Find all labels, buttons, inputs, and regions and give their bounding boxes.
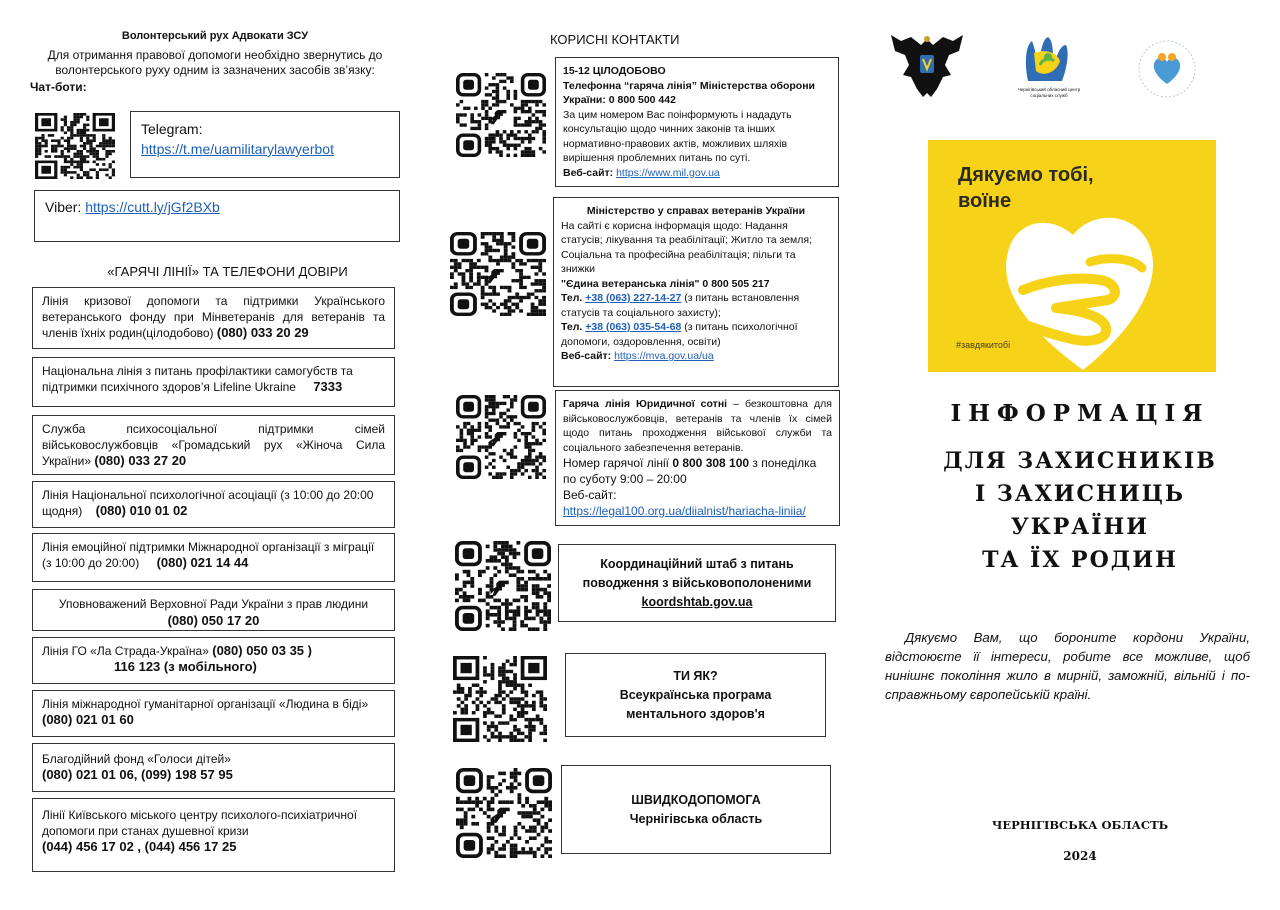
hotline-text: Уповноважений Верховної Ради України з прав людини bbox=[58, 597, 369, 611]
hotline-text: Лінія Національної психологічної асоціації (з 10:00 до 20:00 щодня) bbox=[42, 488, 374, 518]
useful-contacts-heading: КОРИСНІ КОНТАКТИ bbox=[550, 32, 680, 47]
subtitle-line: УКРАЇНИ bbox=[1010, 514, 1150, 540]
banner-title: Дякуємо тобі, воїне bbox=[958, 164, 1094, 212]
koord-line2: поводження з військовополоненими bbox=[582, 575, 812, 590]
hotline-number[interactable]: (080) 050 17 20 bbox=[167, 613, 260, 628]
mod-line1: 15-12 ЦІЛОДОБОВО bbox=[563, 65, 666, 77]
telegram-link[interactable]: https://t.me/uamilitarylawyerbot bbox=[141, 141, 334, 157]
mod-line2: Телефонна “гаряча лінія” Міністерства оборони України: 0 800 500 442 bbox=[563, 79, 816, 106]
hotline-number[interactable]: (080) 021 01 06, (099) 198 57 95 bbox=[42, 767, 233, 782]
hotline-number[interactable]: (080) 021 01 60 bbox=[42, 712, 134, 727]
telegram-qr-code[interactable] bbox=[35, 113, 115, 179]
mod-site-link[interactable]: https://www.mil.gov.ua bbox=[616, 166, 720, 179]
viber-box bbox=[34, 190, 400, 242]
legal-hundred-box bbox=[555, 390, 840, 526]
hotline-number[interactable]: (044) 456 17 02 , (044) 456 17 25 bbox=[42, 839, 237, 854]
hotline-number[interactable]: 7333 bbox=[313, 379, 343, 394]
hotline-item bbox=[32, 690, 395, 737]
hotline-item bbox=[32, 589, 395, 631]
tiyak-line1: ТИ ЯК? bbox=[673, 668, 718, 683]
region-label: ЧЕРНІГІВСЬКА ОБЛАСТЬ bbox=[991, 818, 1169, 832]
viber-link[interactable]: https://cutt.ly/jGf2BXb bbox=[85, 199, 220, 215]
telegram-label: Telegram: bbox=[141, 121, 203, 137]
viber-label: Viber: bbox=[45, 199, 86, 215]
veterans-title: Міністерство у справах ветеранів України bbox=[586, 205, 806, 217]
hotline-number[interactable]: (080) 010 01 02 bbox=[95, 503, 188, 518]
koord-line1: Координаційний штаб з питань bbox=[600, 556, 794, 571]
hotline-text: Лінія емоційної підтримки Міжнародної організації з міграції (з 10:00 до 20:00) bbox=[42, 540, 375, 570]
hotline-number[interactable]: (080) 050 03 35 ) bbox=[212, 643, 312, 658]
emergency-box bbox=[561, 765, 831, 854]
info-title: ІНФОРМАЦІЯ bbox=[950, 400, 1210, 427]
family-support-logo bbox=[1133, 38, 1201, 100]
veterans-body: На сайті є корисна інформація щодо: Надання статусів; лікування та реабілітації; Житло та земля; Соціальна та професійна реабілітація; пільги та знижки bbox=[561, 219, 813, 275]
hotline-text: Лінія міжнародної гуманітарної організації «Людина в біді» bbox=[42, 697, 369, 711]
defenders-subtitle bbox=[880, 445, 1280, 577]
hotline-text: Лінії Київського міського центру психолого-психіатричної допомоги при станах душевної кризи bbox=[42, 808, 358, 838]
hotline-item bbox=[32, 637, 395, 684]
hotline-item bbox=[32, 357, 395, 407]
emergency-line1: ШВИДКОДОПОМОГА bbox=[631, 792, 761, 807]
mod-body: За цим номером Вас поінформують і нададуть консультацію щодо чинних законів та інших нормативно-правових актів, можливих шляхів вирішення проблемних питань по суті. bbox=[563, 108, 792, 164]
legal-site-label: Веб-сайт: bbox=[563, 488, 617, 502]
tiyak-line3: ментального здоров'я bbox=[626, 706, 765, 721]
legal-hotline-text: Номер гарячої лінії bbox=[563, 456, 673, 470]
emergency-qr-code[interactable] bbox=[456, 768, 552, 858]
banner-hashtag: #завдякитобі bbox=[956, 340, 1011, 350]
tiyak-box bbox=[565, 653, 826, 737]
veterans-tel1-note: (з питань встановлення статусів та соціального захисту); bbox=[561, 292, 800, 319]
hotline-number[interactable]: (080) 033 20 29 bbox=[216, 325, 309, 340]
chernihiv-coat-of-arms-logo bbox=[887, 31, 967, 103]
hotline-item bbox=[32, 481, 395, 528]
koord-site-link[interactable]: koordshtab.gov.ua bbox=[641, 594, 753, 609]
legal-title: Гаряча лінія Юридичної сотні bbox=[563, 398, 728, 410]
veterans-qr-code[interactable] bbox=[450, 232, 546, 316]
telegram-box bbox=[130, 111, 400, 178]
social-services-caption: Чернігівський обласний центр соціальних служб bbox=[1017, 87, 1081, 98]
koordshtab-box bbox=[558, 544, 836, 622]
legal-hotline-number[interactable]: 0 800 308 100 bbox=[672, 456, 750, 470]
volunteer-title: Волонтерський рух Адвокати ЗСУ bbox=[121, 30, 309, 42]
hotlines-heading: «ГАРЯЧІ ЛІНІЇ» ТА ТЕЛЕФОНИ ДОВІРИ bbox=[107, 264, 348, 279]
social-services-center-logo bbox=[1010, 31, 1088, 105]
veterans-tel1-link[interactable]: +38 (063) 227-14-27 bbox=[585, 292, 682, 304]
thank-you-banner bbox=[928, 140, 1216, 372]
hotline-text: Служба психосоціальної підтримки сімей військовослужбовців «Громадський рух «Жіноча Сила України» bbox=[42, 422, 385, 468]
hotline-text: Національна лінія з питань профілактики самогубств та підтримки психічного здоров’я Lifeline Ukraine bbox=[42, 364, 353, 394]
tiyak-qr-code[interactable] bbox=[453, 656, 547, 742]
veterans-site-label: Веб-сайт: bbox=[561, 350, 615, 362]
hotline-number[interactable]: (080) 021 14 44 bbox=[156, 555, 249, 570]
legal-qr-code[interactable] bbox=[456, 395, 546, 479]
chatbots-label: Чат-боти: bbox=[30, 80, 87, 94]
legal-site-link[interactable]: https://legal100.org.ua/diialnist/hariacha-liniia/ bbox=[563, 504, 806, 518]
hotline-text: Лінія ГО «Ла Страда-Україна» bbox=[42, 644, 213, 658]
hotline-text: Благодійний фонд «Голоси дітей» bbox=[42, 752, 231, 766]
subtitle-line: ДЛЯ ЗАХИСНИКІВ bbox=[943, 448, 1217, 474]
veterans-hotline: "Єдина ветеранська лінія" 0 800 505 217 bbox=[561, 277, 770, 290]
veterans-tel2-label: Тел. bbox=[561, 321, 586, 333]
hotline-item bbox=[32, 287, 395, 349]
mod-hotline-box bbox=[555, 57, 839, 187]
veterans-site-link[interactable]: https://mva.gov.ua/ua bbox=[614, 350, 714, 362]
mod-qr-code[interactable] bbox=[456, 73, 546, 157]
hotline-number-mobile[interactable]: 116 123 (з мобільного) bbox=[114, 659, 257, 674]
subtitle-line: ТА ЇХ РОДИН bbox=[982, 547, 1178, 573]
veterans-ministry-box bbox=[553, 197, 839, 387]
hotline-text: Лінія кризової допомоги та підтримки Українського ветеранського фонду при Мінветеранів для ветеранів та членів їхніх родин(цілодобово) bbox=[42, 294, 385, 340]
tiyak-line2: Всеукраїнська програма bbox=[619, 687, 772, 702]
hotline-item bbox=[32, 743, 395, 792]
hotline-item bbox=[32, 415, 395, 475]
veterans-tel1-label: Тел. bbox=[561, 292, 586, 304]
emergency-line2: Чернігівська область bbox=[629, 811, 763, 826]
legal-hours: з понеділка по суботу 9:00 – 20:00 bbox=[563, 456, 817, 486]
volunteer-intro: Для отримання правової допомоги необхідно звернутись до волонтерського руху одним із зазначених засобів зв’язку: bbox=[47, 48, 383, 77]
hotline-number[interactable]: (080) 033 27 20 bbox=[94, 453, 187, 468]
legal-body: – безкоштовна для військовослужбовців, ветеранів та членів їх сімей щодо питань проходження військової служби та соціального забезпечення ветеранів. bbox=[563, 398, 832, 454]
hotline-item bbox=[32, 533, 395, 582]
hotline-item bbox=[32, 798, 395, 872]
subtitle-line: І ЗАХИСНИЦЬ bbox=[974, 481, 1186, 507]
year-label: 2024 bbox=[1063, 849, 1097, 863]
koord-qr-code[interactable] bbox=[455, 541, 551, 631]
mod-site-label: Веб-сайт: bbox=[563, 166, 617, 179]
thanks-paragraph: Дякуємо Вам, що бороните кордони України, відстоюєте її інтереси, робите все можливе, щоб нинішнє покоління жило в мирній, заможній, вільній і по-справжньому європейській країні. bbox=[885, 630, 1250, 702]
veterans-tel2-note: (з питань психологічної допомоги, оздоровлення, освіти) bbox=[561, 321, 798, 348]
veterans-tel2-link[interactable]: +38 (063) 035-54-68 bbox=[585, 321, 682, 333]
